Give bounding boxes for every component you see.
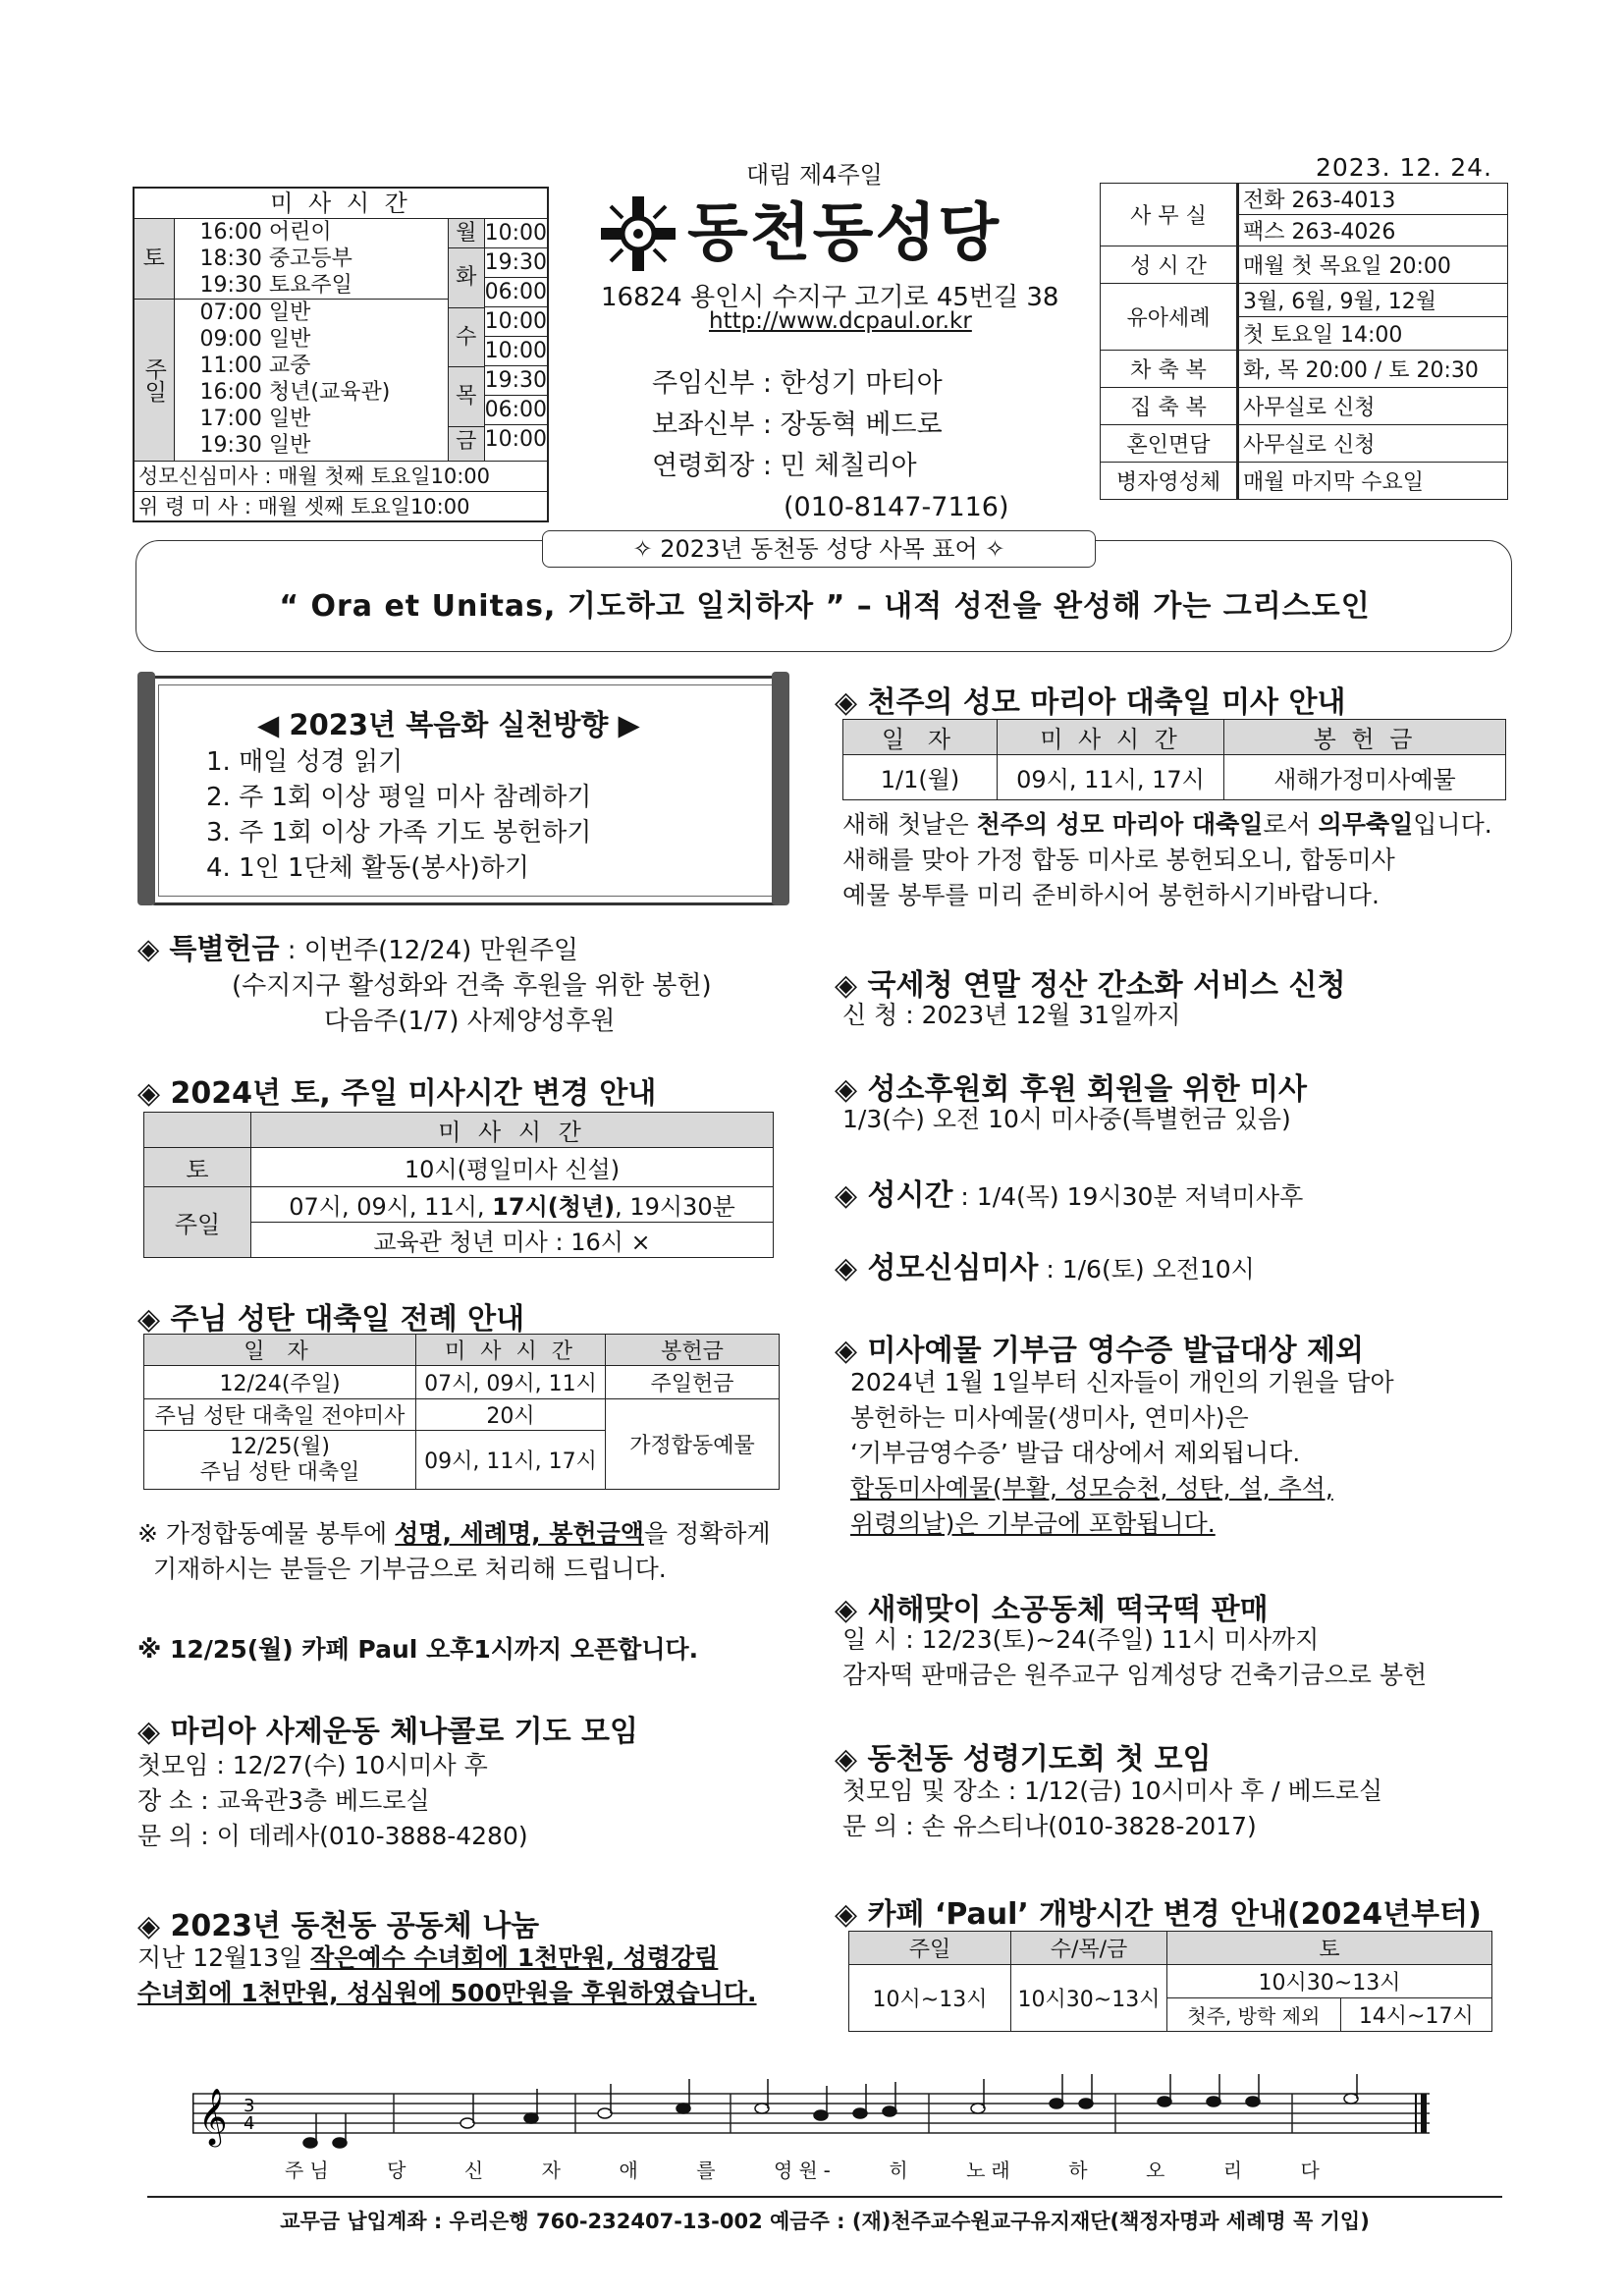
office-value: 매월 첫 목요일 20:00 (1238, 246, 1508, 284)
mass-change-title: ◈ 2024년 토, 주일 미사시간 변경 안내 (137, 1076, 657, 1111)
note-icon (1158, 2097, 1171, 2106)
weekday-time: 06:00 (485, 278, 547, 307)
mass-time-list (175, 219, 450, 461)
christmas-table: 일 자 미 사 시 간 봉헌금 12/24(주일) 07시, 09시, 11시 주일헌금 주님 성탄 대축일 전야미사 20시 가정합동예물 12/25(월) 주님 성탄 대축일 09시, 11시, 17시 (143, 1334, 780, 1490)
note-icon (1207, 2097, 1220, 2106)
office-value: 3월, 6월, 9월, 12월 (1238, 284, 1508, 317)
holy-hour: ◈ 성시간 : 1/4(목) 19시30분 저녁미사후 (835, 1178, 1304, 1213)
receipt-title: ◈ 미사예물 기부금 영수증 발급대상 제외 (835, 1334, 1364, 1368)
mass-time-row: 19:30 토요주일 (175, 272, 449, 300)
scroll-title: ◀ 2023년 복음화 실천방향 ▶ (257, 708, 640, 741)
marian-mass: ◈ 성모신심미사 : 1/6(토) 오전10시 (835, 1251, 1255, 1285)
rice-cake-text: 일 시 : 12/23(토)~24(주일) 11시 미사까지 감자떡 판매금은 원주교구 임계성당 건축기금으로 봉헌 (842, 1625, 1428, 1689)
charismatic-text: 첫모임 및 장소 : 1/12(금) 10시미사 후 / 베드로실 문 의 : 손 유스티나(010-3828-2017) (842, 1777, 1383, 1840)
mass-footer-1: 성모신심미사 : 매월 첫째 토요일10:00 (135, 462, 547, 492)
note-icon (814, 2110, 828, 2120)
lyric-syllable: 주님 (285, 2159, 335, 2182)
note-icon (677, 2104, 690, 2113)
mass-time-row: 07:00 일반 (199, 301, 311, 325)
maria-prayer-title: ◈ 마리아 사제운동 체나콜로 기도 모임 (137, 1715, 638, 1749)
lyric-syllable: 다 (1300, 2159, 1326, 2182)
scroll-rod-left (137, 672, 155, 905)
note-icon (853, 2108, 867, 2118)
lyric-syllable: 히 (889, 2159, 914, 2182)
mass-time-row: 17:00 일반 (199, 407, 311, 431)
mass-schedule-box (133, 187, 549, 522)
office-value: 팩스 263-4026 (1238, 215, 1508, 246)
motto-tab: ✧ 2023년 동천동 성당 사목 표어 ✧ (542, 530, 1096, 568)
weekday-label: 목 (449, 367, 484, 427)
church-url-link[interactable]: http://www.dcpaul.or.kr (709, 308, 972, 334)
mass-time-row: 18:30 중고등부 (199, 246, 352, 271)
president-phone: (010-8147-7116) (784, 492, 1009, 522)
office-label: 혼인면담 (1101, 425, 1238, 463)
special-offering: ◈ 특별헌금 : 이번주(12/24) 만원주일 (수지지구 활성화와 건축 후원을 위한 봉헌) 다음주(1/7) 사제양성후원 (137, 932, 712, 1036)
song-lyrics (285, 2155, 1326, 2188)
note-icon (883, 2106, 896, 2116)
scroll-item: 3. 주 1회 이상 가족 기도 봉헌하기 (206, 818, 592, 847)
bulletin-date: 2023. 12. 24. (1316, 153, 1492, 182)
week-label: 대림 제4주일 (746, 161, 883, 189)
lyric-syllable: 노래 (966, 2159, 1016, 2182)
note-icon (1079, 2099, 1093, 2108)
receipt-text: 2024년 1월 1일부터 신자들이 개인의 기원을 담아 봉헌하는 미사예물(생미사, 연미사)은 ‘기부금영수증’ 발급 대상에서 제외됩니다. 합동미사예물(부활, 성모승천, 성탄, 설, 추석, 위령의날)은 기부금에 포함됩니다. (850, 1368, 1394, 1538)
mass-time-row: 11:00 교중 (199, 354, 311, 378)
office-label: 병자영성체 (1101, 463, 1238, 500)
mary-mass-title: ◈ 천주의 성모 마리아 대축일 미사 안내 (835, 685, 1346, 720)
mass-time-row: 16:00 청년(교육관) (199, 380, 391, 405)
tax-line: 신 청 : 2023년 12월 31일까지 (842, 1001, 1181, 1029)
weekday-time: 10:00 (485, 219, 547, 248)
mass-change-table: 미 사 시 간 토 10시(평일미사 신설) 주일 07시, 09시, 11시, 17시(청년), 19시30분 교육관 청년 미사 : 16시 × (143, 1112, 774, 1258)
maria-prayer-details: 첫모임 : 12/27(수) 10시미사 후 장 소 : 교육관3층 베드로실 문 의 : 이 데레사(010-3888-4280) (137, 1751, 528, 1850)
office-label: 집 축 복 (1101, 388, 1238, 425)
cross-logo-icon (597, 192, 679, 275)
office-value: 사무실로 신청 (1238, 388, 1508, 425)
office-label: 성 시 간 (1101, 246, 1238, 284)
supporters-line: 1/3(수) 오전 10시 미사중(특별헌금 있음) (842, 1105, 1291, 1133)
office-label: 사 무 실 (1101, 184, 1238, 246)
church-address: 16824 용인시 수지구 고기로 45번길 38 (601, 283, 1059, 312)
weekday-label: 수 (449, 308, 484, 368)
office-value: 첫 토요일 14:00 (1238, 317, 1508, 351)
note-icon (1050, 2099, 1063, 2108)
note-icon (971, 2104, 985, 2113)
weekday-time: 10:00 (485, 307, 547, 337)
note-icon (303, 2138, 317, 2148)
lyric-syllable: 신 (463, 2159, 490, 2182)
weekday-time: 06:00 (485, 396, 547, 425)
note-icon (755, 2104, 769, 2113)
tax-title: ◈ 국세청 연말 정산 간소화 서비스 신청 (835, 968, 1346, 1003)
footer-account: 교무금 납입계좌 : 우리은행 760-232407-13-002 예금주 : (재)천주교수원교구유지재단(책정자명과 세례명 꼭 기입) (280, 2210, 1370, 2233)
supporters-title: ◈ 성소후원회 후원 회원을 위한 미사 (835, 1072, 1308, 1107)
sharing-text: 지난 12월13일 작은예수 수녀회에 1천만원, 성령강림 수녀회에 1천만원, 성심원에 500만원을 후원하였습니다. (137, 1943, 757, 2007)
lyric-syllable: 하 (1068, 2159, 1094, 2182)
scroll-item: 1. 매일 성경 읽기 (206, 747, 404, 777)
office-info-table (1100, 183, 1508, 500)
note-icon (524, 2113, 538, 2123)
clergy-list (652, 363, 1009, 528)
mary-mass-table: 일 자 미 사 시 간 봉 헌 금 1/1(월) 09시, 11시, 17시 새해가정미사예물 (842, 719, 1506, 800)
cafe-hours-table: 주일 수/목/금 토 10시~13시 10시30~13시 10시30~13시 첫주, 방학 제외 14시~17시 (848, 1931, 1492, 2032)
lyric-syllable: 당 (387, 2159, 412, 2182)
mass-schedule-title: 미 사 시 간 (135, 189, 547, 219)
weekday-time: 10:00 (485, 337, 547, 366)
clergy-pastor: 주임신부 : 한성기 마티아 (652, 368, 943, 399)
scroll-items (206, 744, 591, 886)
cafe-notice: ※ 12/25(월) 카페 Paul 오후1시까지 오픈합니다. (137, 1635, 699, 1664)
note-icon (333, 2138, 347, 2148)
note-icon (1344, 2094, 1358, 2104)
weekday-time: 19:30 (485, 366, 547, 396)
weekday-label: 금 (456, 428, 477, 454)
mass-sat-label: 토 (135, 219, 174, 300)
rice-cake-title: ◈ 새해맞이 소공동체 떡국떡 판매 (835, 1593, 1269, 1627)
office-value: 사무실로 신청 (1238, 425, 1508, 463)
office-label: 유아세례 (1101, 284, 1238, 351)
office-label: 차 축 복 (1101, 351, 1238, 388)
weekday-label: 월 (449, 219, 484, 248)
lyric-syllable: 자 (541, 2159, 567, 2182)
scroll-item: 2. 주 1회 이상 평일 미사 참례하기 (206, 783, 592, 812)
mass-sun-label: 주일 (140, 357, 167, 403)
clergy-assistant: 보좌신부 : 장동혁 베드로 (652, 410, 943, 440)
weekday-time: 19:30 (485, 248, 547, 278)
weekday-labels (449, 219, 485, 461)
lyric-syllable: 를 (696, 2159, 722, 2182)
note-icon (598, 2108, 612, 2118)
charismatic-title: ◈ 동천동 성령기도회 첫 모임 (835, 1742, 1212, 1777)
church-name: 동천동성당 (687, 197, 1001, 270)
weekday-label: 화 (449, 248, 484, 308)
scroll-rod-right (772, 672, 789, 905)
lyric-syllable: 영원- (774, 2159, 837, 2182)
lyric-syllable: 애 (619, 2159, 644, 2182)
footer-divider (147, 2196, 1502, 2198)
mass-time-row: 09:00 일반 (199, 327, 311, 352)
christmas-note: ※ 가정합동예물 봉투에 성명, 세례명, 봉헌금액을 정확하게 기재하시는 분들은 기부금으로 처리해 드립니다. (137, 1519, 771, 1583)
mary-mass-text: 새해 첫날은 천주의 성모 마리아 대축일로서 의무축일입니다. 새해를 맞아 가정 합동 미사로 봉헌되오니, 합동미사 예물 봉투를 미리 준비하시어 봉헌하시기바랍니다. (842, 810, 1492, 909)
lyric-syllable: 오 (1145, 2159, 1171, 2182)
weekday-time: 10:00 (484, 427, 547, 452)
office-value: 화, 목 20:00 / 토 20:30 (1238, 351, 1508, 388)
time-signature-icon: 3 (244, 2096, 255, 2116)
note-icon (460, 2118, 474, 2128)
mass-footer-2: 위 령 미 사 : 매월 셋째 토요일10:00 (138, 495, 470, 519)
treble-clef-icon: 𝄞 (198, 2088, 228, 2145)
svg-text:4: 4 (244, 2113, 255, 2134)
lyric-syllable: 리 (1222, 2159, 1249, 2182)
scroll-item: 4. 1인 1단체 활동(봉사)하기 (206, 853, 530, 883)
weekday-times (485, 219, 547, 461)
christmas-title: ◈ 주님 성탄 대축일 전례 안내 (137, 1302, 525, 1337)
cafe-hours-title: ◈ 카페 ‘Paul’ 개방시간 변경 안내(2024년부터) (835, 1897, 1482, 1932)
mass-time-row: 16:00 어린이 (199, 220, 332, 245)
motto-text: “ Ora et Unitas, 기도하고 일치하자 ” – 내적 성전을 완성해 가는 그리스도인 (279, 589, 1371, 624)
sharing-title: ◈ 2023년 동천동 공동체 나눔 (137, 1909, 540, 1943)
note-icon (1246, 2097, 1260, 2106)
mass-time-row: 19:30 일반 (199, 433, 311, 458)
office-value: 매월 마지막 수요일 (1238, 463, 1508, 500)
office-value: 전화 263-4013 (1238, 184, 1508, 215)
clergy-president: 연령회장 : 민 체칠리아 (652, 451, 917, 481)
